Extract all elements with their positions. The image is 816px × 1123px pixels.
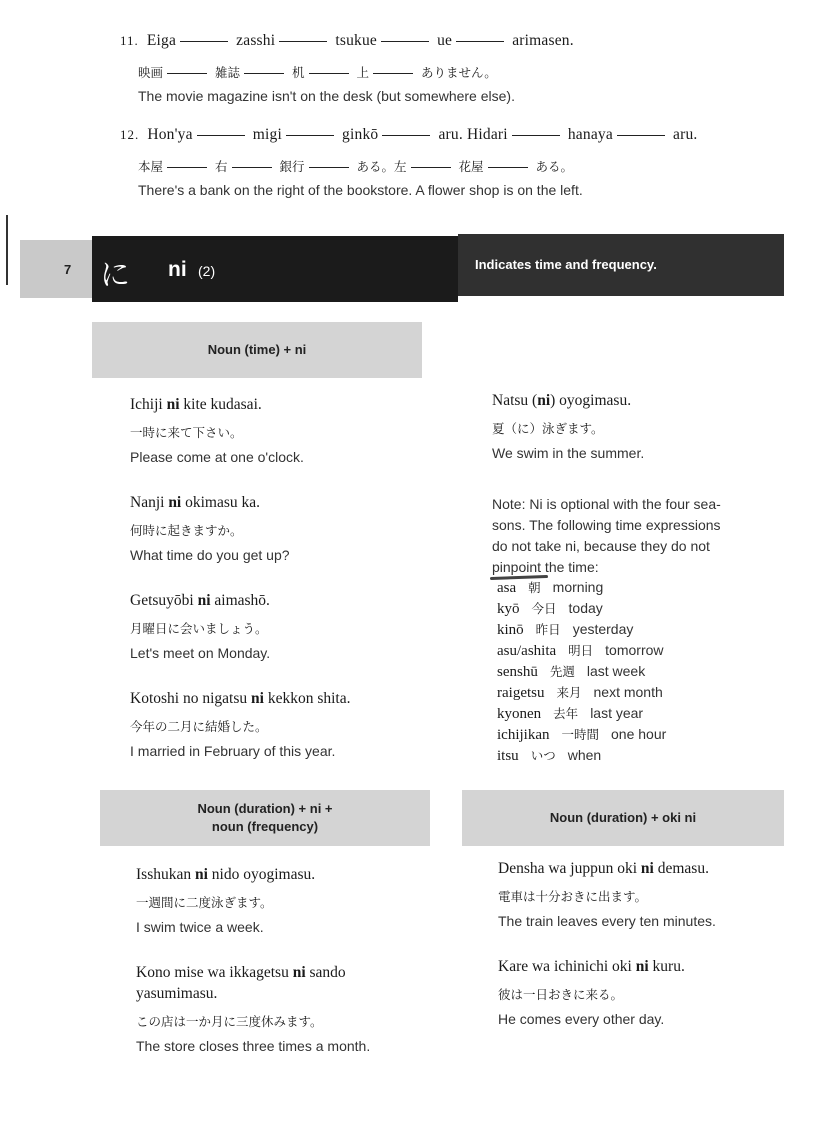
blank — [286, 134, 334, 136]
time-expression-row — [497, 725, 666, 746]
exercise-12-japanese — [138, 157, 573, 175]
word: 映画 — [138, 65, 164, 80]
word: ginkō — [342, 126, 379, 143]
text: kite kudasai. — [179, 396, 262, 413]
kanji: 一時間 — [561, 727, 600, 742]
blank — [411, 166, 451, 168]
word: 机 — [292, 65, 305, 80]
section-romaji: ni — [168, 258, 187, 281]
word: migi — [252, 126, 282, 143]
exercise-11-translation: The movie magazine isn't on the desk (but somewhere else). — [138, 88, 515, 104]
time-expression-row — [497, 704, 666, 725]
blank — [617, 134, 665, 136]
example-english: Let's meet on Monday. — [130, 645, 271, 661]
blank — [244, 72, 284, 74]
word: 本屋 — [138, 159, 164, 174]
text: Nanji — [130, 494, 169, 511]
example-list-oki — [498, 860, 716, 1027]
text: Densha wa juppun oki — [498, 860, 641, 877]
example-item — [136, 866, 370, 964]
particle: ni — [640, 860, 654, 877]
romaji: kyō — [497, 601, 520, 617]
blank — [279, 40, 327, 42]
romaji: raigetsu — [497, 685, 545, 701]
text: ) oyogimasu. — [550, 392, 632, 409]
particle: ni — [292, 964, 306, 981]
english: one hour — [611, 726, 667, 742]
word: hanaya — [567, 126, 613, 143]
example-english: He comes every other day. — [498, 1011, 665, 1027]
example-item — [136, 964, 370, 1054]
heading-duration-ni-frequency — [100, 790, 430, 846]
word: aru. Hidari — [438, 126, 508, 143]
section-kana: に — [100, 258, 130, 293]
text: kekkon shita. — [263, 690, 351, 707]
word: tsukue — [335, 32, 377, 49]
time-expression-row — [497, 620, 666, 641]
text: Getsuyōbi — [130, 592, 198, 609]
example-romaji — [130, 592, 350, 610]
text: Ichiji — [130, 396, 167, 413]
example-romaji — [492, 392, 644, 410]
text: yasumimasu. — [136, 985, 218, 1002]
word: 上 — [356, 65, 370, 80]
section-description: Indicates time and frequency. — [475, 257, 657, 272]
example-japanese: 今年の二月に結婚した。 — [130, 719, 268, 734]
kanji: 明日 — [568, 643, 594, 658]
blank — [197, 134, 245, 136]
english: last week — [586, 663, 646, 679]
example-item — [130, 396, 350, 494]
text: sando — [305, 964, 346, 981]
example-list-time — [130, 396, 350, 788]
particle: ni — [194, 866, 208, 883]
heading-text: noun (frequency) — [211, 819, 319, 834]
note-line: sons. The following time expressions — [492, 517, 721, 533]
margin-rule — [6, 215, 8, 285]
exercise-number: 12. — [120, 127, 140, 142]
blank — [382, 134, 430, 136]
section-subnumber: (2) — [198, 263, 216, 279]
section-header-title-bar — [92, 236, 458, 302]
text: Kotoshi no nigatsu — [130, 690, 251, 707]
note-line: pinpoint the time: — [492, 559, 599, 575]
word: 花屋 — [458, 159, 484, 174]
kanji: 来月 — [556, 685, 582, 700]
example-english: We swim in the summer. — [492, 445, 645, 461]
word: zasshi — [236, 32, 276, 49]
blank — [167, 166, 207, 168]
english: when — [567, 747, 602, 763]
kanji: 今日 — [531, 601, 557, 616]
note-paragraph — [492, 494, 762, 578]
text: Isshukan — [136, 866, 195, 883]
example-japanese: 一時に来て下さい。 — [130, 425, 243, 440]
example-japanese: 何時に起きますか。 — [130, 523, 243, 538]
blank — [180, 40, 228, 42]
example-item — [498, 860, 716, 958]
blank — [309, 72, 349, 74]
time-expression-row — [497, 662, 666, 683]
text: kuru. — [648, 958, 685, 975]
exercise-11-japanese — [138, 63, 497, 81]
example-list-frequency — [136, 866, 370, 1054]
romaji: asa — [497, 580, 517, 596]
example-english: I swim twice a week. — [136, 919, 264, 935]
word: ありません。 — [421, 65, 497, 80]
blank — [381, 40, 429, 42]
example-english: The train leaves every ten minutes. — [498, 913, 716, 929]
blank — [512, 134, 560, 136]
time-expressions-list — [497, 578, 666, 767]
word: 雑誌 — [215, 65, 241, 80]
heading-noun-time-ni — [92, 322, 422, 378]
time-expression-row — [497, 599, 666, 620]
word: 右 — [215, 159, 228, 174]
section-number: 7 — [64, 262, 72, 277]
text: Kare wa ichinichi oki — [498, 958, 636, 975]
blank — [373, 72, 413, 74]
example-english: Please come at one o'clock. — [130, 449, 304, 465]
example-item — [130, 494, 350, 592]
word: arimasen. — [512, 32, 574, 49]
text: Kono mise wa ikkagetsu — [136, 964, 293, 981]
english: yesterday — [572, 621, 634, 637]
section-tab — [20, 240, 92, 298]
kanji: 朝 — [528, 580, 541, 595]
example-romaji — [130, 494, 350, 512]
example-english: What time do you get up? — [130, 547, 290, 563]
word: ある。 — [535, 159, 574, 174]
word: ue — [437, 32, 453, 49]
kanji: 先週 — [549, 664, 575, 679]
romaji: senshū — [497, 664, 538, 680]
particle: ni — [537, 392, 551, 409]
blank — [456, 40, 504, 42]
english: next month — [593, 684, 663, 700]
blank — [167, 72, 207, 74]
english: morning — [552, 579, 604, 595]
example-item — [498, 958, 716, 1027]
example-romaji — [498, 860, 716, 878]
example-romaji — [130, 396, 350, 414]
word: Hon'ya — [147, 126, 193, 143]
example-japanese: この店は一か月に三度休みます。 — [136, 1014, 323, 1029]
exercise-12-translation: There's a bank on the right of the bookstore. A flower shop is on the left. — [138, 182, 583, 198]
text: Natsu ( — [492, 392, 538, 409]
note-line: do not take ni, because they do not — [492, 538, 710, 554]
example-romaji — [136, 985, 370, 1003]
example-item — [130, 690, 350, 788]
example-romaji — [136, 964, 370, 982]
example-japanese: 電車は十分おきに出ます。 — [498, 889, 648, 904]
particle: ni — [251, 690, 264, 707]
word: 銀行 — [279, 159, 305, 174]
english: today — [568, 600, 603, 616]
time-expression-row — [497, 641, 666, 662]
word: aru. — [673, 126, 698, 143]
blank — [232, 166, 272, 168]
time-expression-row — [497, 746, 666, 767]
exercise-number: 11. — [120, 33, 139, 48]
example-japanese: 一週間に二度泳ぎます。 — [136, 895, 273, 910]
example-romaji — [130, 690, 350, 708]
exercise-11-romaji — [120, 32, 574, 50]
romaji: itsu — [497, 748, 519, 764]
note-line: Note: Ni is optional with the four sea- — [492, 496, 721, 512]
romaji: ichijikan — [497, 727, 550, 743]
kanji: 去年 — [553, 706, 579, 721]
particle: ni — [197, 592, 211, 609]
romaji: asu/ashita — [497, 643, 557, 659]
text: nido oyogimasu. — [207, 866, 316, 883]
heading-text: Noun (duration) + oki ni — [549, 810, 697, 825]
romaji: kinō — [497, 622, 524, 638]
english: tomorrow — [605, 642, 664, 658]
heading-duration-oki-ni — [462, 790, 784, 846]
blank — [488, 166, 528, 168]
example-romaji — [136, 866, 370, 884]
example-item — [130, 592, 350, 690]
text: okimasu ka. — [181, 494, 261, 511]
blank — [309, 166, 349, 168]
example-english: I married in February of this year. — [130, 743, 336, 759]
exercise-12-romaji — [120, 126, 698, 144]
heading-text: Noun (duration) + ni + — [197, 801, 333, 816]
particle: ni — [168, 494, 182, 511]
example-japanese: 夏（に）泳ぎます。 — [492, 421, 604, 436]
particle: ni — [635, 958, 649, 975]
text: aimashō. — [210, 592, 270, 609]
example-japanese: 月曜日に会いましょう。 — [130, 621, 268, 636]
word: ある。左 — [356, 159, 407, 174]
romaji: kyonen — [497, 706, 542, 722]
example-summer — [492, 392, 644, 461]
kanji: 昨日 — [535, 622, 561, 637]
example-romaji — [498, 958, 716, 976]
word: Eiga — [146, 32, 177, 49]
particle: ni — [166, 396, 180, 413]
heading-text: Noun (time) + ni — [207, 342, 307, 357]
text: demasu. — [653, 860, 709, 877]
english: last year — [590, 705, 644, 721]
time-expression-row — [497, 683, 666, 704]
kanji: いつ — [530, 748, 556, 763]
time-expression-row — [497, 578, 666, 599]
example-english: The store closes three times a month. — [136, 1038, 371, 1054]
example-japanese: 彼は一日おきに来る。 — [498, 987, 624, 1002]
